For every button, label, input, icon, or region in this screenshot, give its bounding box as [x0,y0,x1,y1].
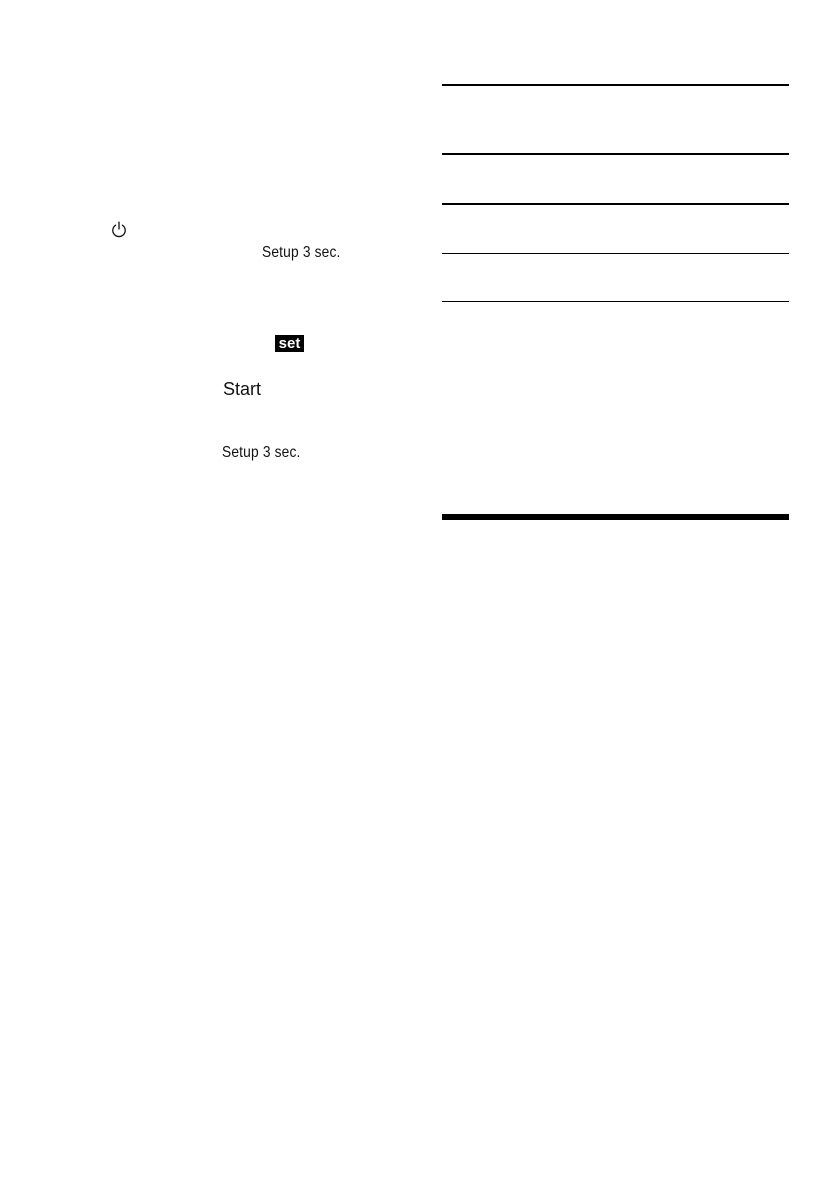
table-rule [442,301,789,302]
set-badge: set [275,335,304,352]
setup-3-sec-label-second: Setup 3 sec. [222,444,301,461]
table-rule [442,203,789,205]
table-rule [442,253,789,254]
table-rule [442,153,789,155]
table-rule-top [442,84,789,86]
start-label: Start [223,379,262,399]
power-icon [111,221,127,238]
setup-3-sec-label: Setup 3 sec. [262,244,341,261]
section-divider [442,514,789,520]
